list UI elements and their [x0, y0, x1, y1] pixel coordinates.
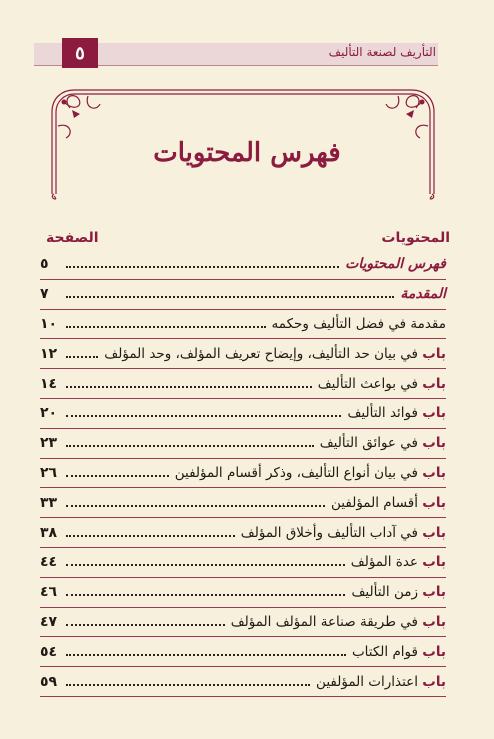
toc-entry-title	[239, 525, 446, 541]
chapter-prefix: باب	[422, 524, 446, 541]
toc-entry-page: ٥٤	[40, 643, 58, 660]
toc-entry-text: فهرس المحتويات	[345, 256, 446, 273]
toc-entry	[40, 637, 446, 667]
toc-entry-title	[349, 584, 446, 600]
chapter-prefix: باب	[422, 345, 446, 362]
toc-entry-text: اعتذارات المؤلفين	[316, 673, 418, 690]
toc-entry-title	[316, 376, 446, 392]
toc-entry-page: ٧	[40, 286, 49, 303]
dot-leader	[66, 684, 310, 686]
toc-entry	[40, 339, 446, 369]
toc-entry-page: ١٢	[40, 345, 58, 362]
running-title: التأريف لصنعة التأليف	[328, 45, 436, 59]
toc-entry-title	[350, 644, 446, 660]
dot-leader	[66, 445, 314, 447]
dot-leader	[66, 654, 346, 656]
toc-entry-title	[270, 316, 446, 332]
toc-entry-text: المقدمة	[400, 286, 446, 303]
toc-entry-page: ٤٤	[40, 554, 58, 571]
toc-entry-title	[173, 465, 446, 481]
toc-entry-text: في طريقة صناعة المؤلف المؤلف	[230, 613, 418, 630]
toc-entry-text: زمن التأليف	[351, 584, 418, 601]
toc-entry-text: في بيان حد التأليف، وإيضاح تعريف المؤلف، وحد المؤلف	[104, 345, 418, 362]
toc-entry	[40, 369, 446, 399]
dot-leader	[66, 266, 339, 268]
page-number: ٥	[62, 38, 98, 68]
toc-entry	[40, 608, 446, 638]
toc-entry-title	[345, 405, 446, 421]
toc-entry-title	[314, 674, 446, 690]
toc-entry-title	[343, 256, 446, 272]
dot-leader	[66, 594, 345, 596]
toc-entry	[40, 518, 446, 548]
toc-entry-text: فوائد التأليف	[347, 405, 418, 422]
dot-leader	[66, 386, 312, 388]
dot-leader	[66, 415, 341, 417]
toc-entry-page: ٢٦	[40, 464, 58, 481]
chapter-prefix: باب	[422, 613, 446, 630]
toc-entry-page: ١٤	[40, 375, 58, 392]
chapter-prefix: باب	[422, 584, 446, 601]
chapter-prefix: باب	[422, 405, 446, 422]
dot-leader	[66, 624, 225, 626]
toc-entry	[40, 310, 446, 340]
toc-entry-title	[398, 286, 446, 302]
toc-entry-title	[318, 435, 446, 451]
toc-entry-text: عدة المؤلف	[350, 554, 418, 571]
table-of-contents	[40, 250, 446, 697]
toc-entry	[40, 578, 446, 608]
chapter-prefix: باب	[422, 554, 446, 571]
toc-entry-title	[102, 346, 446, 362]
toc-entry-title	[349, 554, 446, 570]
toc-entry-page: ٥٩	[40, 673, 58, 690]
page-column-heading: الصفحة	[46, 230, 99, 246]
chapter-prefix: باب	[422, 673, 446, 690]
toc-entry-page: ٥	[40, 256, 49, 273]
toc-entry-page: ١٠	[40, 315, 58, 332]
toc-entry-page: ٤٧	[40, 613, 58, 630]
dot-leader	[66, 505, 325, 507]
toc-entry-page: ٢٣	[40, 435, 58, 452]
dot-leader	[66, 564, 345, 566]
toc-entry	[40, 488, 446, 518]
toc-entry	[40, 429, 446, 459]
toc-entry-page: ٣٨	[40, 524, 58, 541]
toc-entry-text: في عوائق التأليف	[319, 435, 418, 452]
toc-entry	[40, 399, 446, 429]
chapter-prefix: باب	[422, 435, 446, 452]
dot-leader	[66, 535, 235, 537]
dot-leader	[66, 326, 266, 328]
toc-entry	[40, 548, 446, 578]
contents-column-heading: المحتويات	[381, 230, 450, 246]
toc-entry-text: في آداب التأليف وأخلاق المؤلف	[240, 524, 418, 541]
chapter-prefix: باب	[422, 494, 446, 511]
dot-leader	[66, 296, 394, 298]
toc-entry	[40, 250, 446, 280]
page-title: فهرس المحتويات	[153, 138, 341, 168]
dot-leader	[66, 356, 98, 358]
chapter-prefix: باب	[422, 375, 446, 392]
toc-entry-page: ٣٣	[40, 494, 58, 511]
toc-entry	[40, 667, 446, 697]
toc-entry-text: قوام الكتاب	[351, 643, 418, 660]
toc-entry-text: في بواعث التأليف	[317, 375, 418, 392]
toc-entry-text: أقسام المؤلفين	[331, 494, 418, 511]
toc-entry	[40, 459, 446, 489]
toc-entry	[40, 280, 446, 310]
toc-entry-text: في بيان أنواع التأليف، وذكر أقسام المؤلفين	[174, 464, 418, 481]
toc-entry-title	[229, 614, 446, 630]
toc-entry-title	[329, 495, 446, 511]
toc-entry-page: ٢٠	[40, 405, 58, 422]
chapter-prefix: باب	[422, 643, 446, 660]
toc-entry-page: ٤٦	[40, 584, 58, 601]
toc-entry-text: مقدمة في فضل التأليف وحكمه	[271, 315, 446, 332]
dot-leader	[66, 475, 169, 477]
chapter-prefix: باب	[422, 464, 446, 481]
